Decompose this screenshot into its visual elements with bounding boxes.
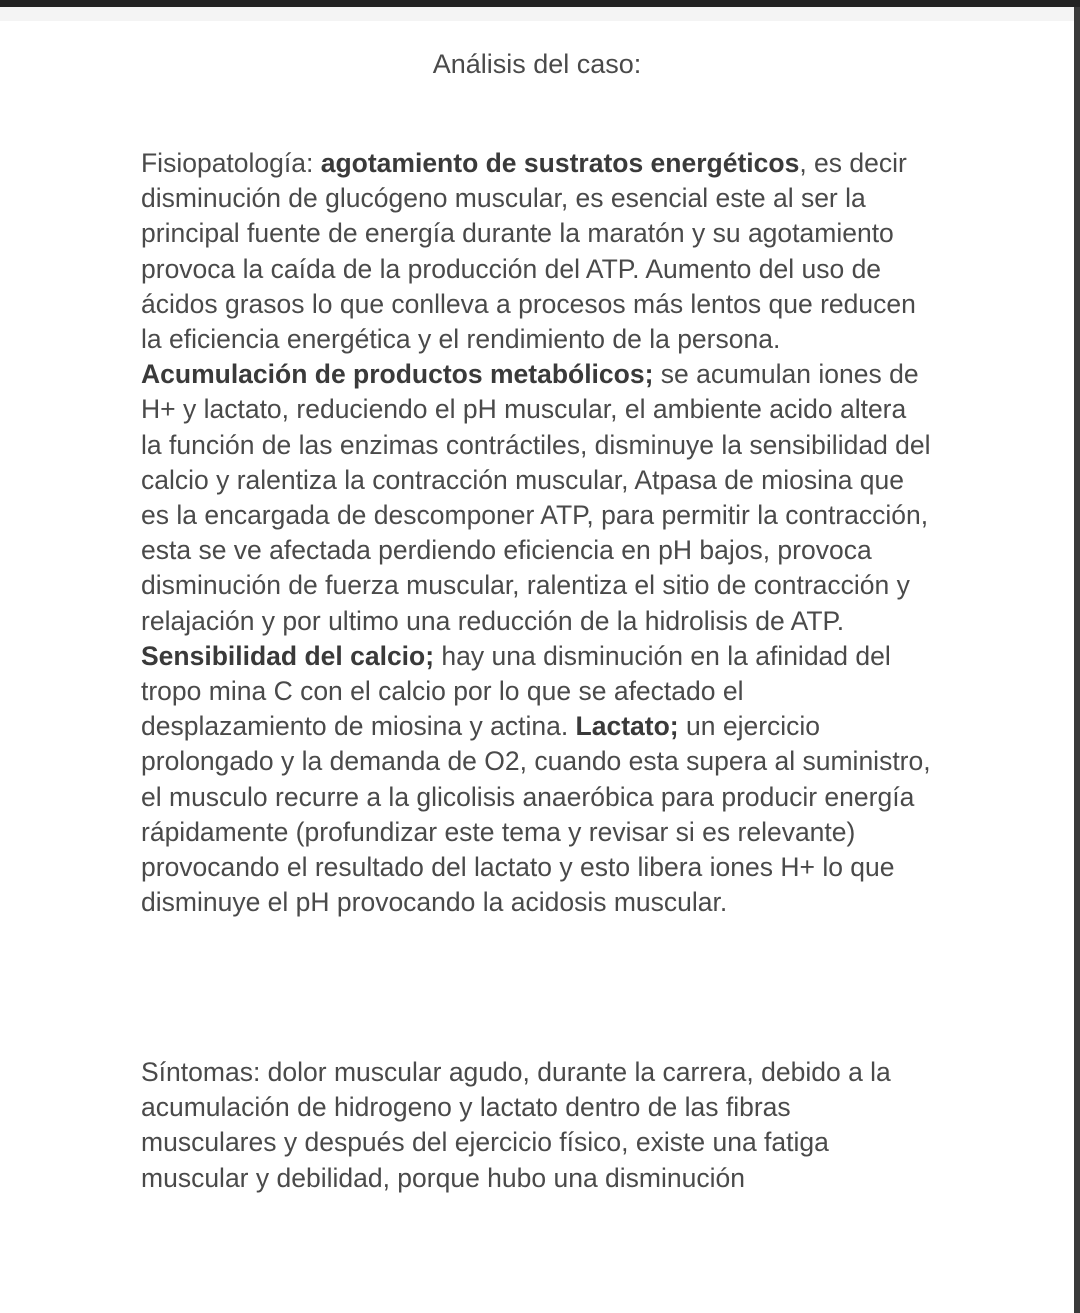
window-top-bar: [0, 0, 1080, 7]
document-page: [0, 21, 1074, 1313]
document-title: Análisis del caso:: [432, 49, 642, 79]
fisiopatologia-paragraph: [141, 146, 931, 920]
fisiopatologia-text-2: , es decir disminución de glucógeno muscular, es esencial este al ser la principal fuente de energía durante la maratón y su agotamiento provoca la caída de la producción del ATP. Aumento del uso de ácidos grasos lo que conlleva a procesos más lentos que reducen la eficiencia energética y el rendimiento de la persona.: [141, 148, 916, 355]
fisiopatologia-text-4: hay una disminución en la afinidad del tropo mina C con el calcio por lo que se afectado el desplazamiento de miosina y actina.: [141, 640, 891, 742]
bold-sustratos: agotamiento de sustratos energéticos: [320, 148, 800, 178]
scrollbar-edge: [1074, 7, 1080, 1313]
bold-acumulacion: Acumulación de productos metabólicos;: [141, 359, 654, 390]
bold-lactato: Lactato;: [575, 711, 679, 742]
bold-sensibilidad: Sensibilidad del calcio;: [141, 640, 435, 671]
fisiopatologia-text-1: Fisiopatología:: [141, 148, 321, 178]
sintomas-paragraph: Síntomas: dolor muscular agudo, durante la carrera, debido a la acumulación de hidrogeno y lactato dentro de las fibras musculares y después del ejercicio físico, existe una fatiga muscular y debilidad, porque hubo una disminución: [141, 1057, 891, 1193]
fisiopatologia-text-3: se acumulan iones de H+ y lactato, reduciendo el pH muscular, el ambiente acido altera la función de las enzimas contráctiles, disminuye la sensibilidad del calcio y ralentiza la contracción muscular, Atpasa de miosina que es la encargada de descomponer ATP, para permitir la contracción, esta se ve afectada perdiendo eficiencia en pH bajos, provoca disminución de fuerza muscular, ralentiza el sitio de contracción y relajación y por ultimo una reducción de la hidrolisis de ATP.: [141, 359, 931, 636]
toolbar-strip: [0, 7, 1080, 21]
fisiopatologia-text-5: un ejercicio prolongado y la demanda de O2, cuando esta supera al suministro, el musculo recurre a la glicolisis anaeróbica para producir energía rápidamente (profundizar este tema y revisar si es relevante) provocando el resultado del lactato y esto libera iones H+ lo que disminuye el pH provocando la acidosis muscular.: [141, 711, 931, 918]
